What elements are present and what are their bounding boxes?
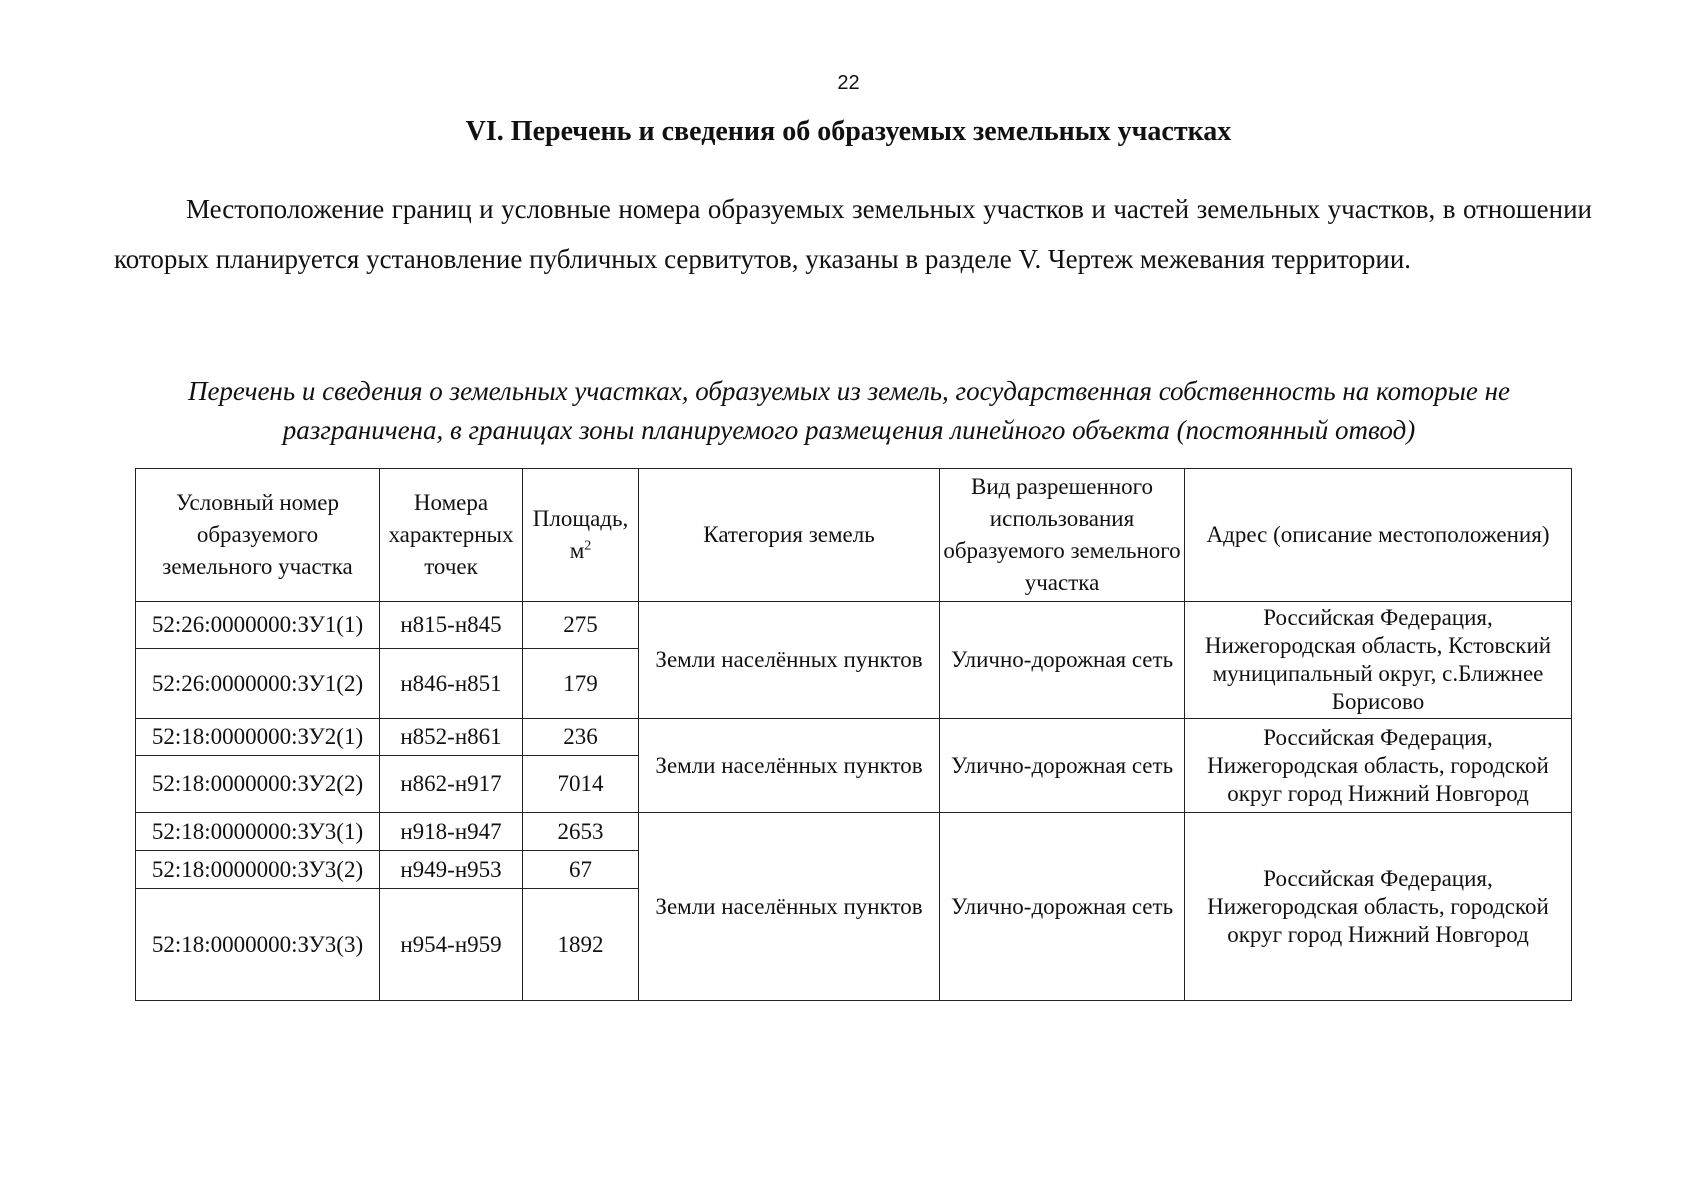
area-cell: 236 [523,719,639,756]
header-area: Площадь, $м^2$ [523,469,639,602]
header-points: Номера характерных точек [380,469,523,602]
plot-number-cell: 52:18:0000000:ЗУ3(3) [136,889,380,1001]
permitted-use-cell: Улично-дорожная сеть [940,813,1185,1001]
section-title: VI. Перечень и сведения об образуемых земельных участках [465,116,1232,147]
points-cell: н954-н959 [380,889,523,1001]
address-cell: Российская Федерация, Нижегородская область, городской округ город Нижний Новгород [1185,813,1572,1001]
points-cell: н852-н861 [380,719,523,756]
header-address: Адрес (описание местоположения) [1185,469,1572,602]
land-category-cell: Земли населённых пунктов [639,813,940,1001]
header-permitted-use: Вид разрешенного использования образуемого земельного участка [940,469,1185,602]
land-plots-table [135,468,1572,1001]
plot-number-cell: 52:26:0000000:ЗУ1(2) [136,649,380,719]
header-plot-number: Условный номер образуемого земельного участка [136,469,380,602]
table-row [136,813,1572,851]
permitted-use-cell: Улично-дорожная сеть [940,602,1185,719]
plot-number-cell: 52:18:0000000:ЗУ3(2) [136,851,380,889]
header-land-category: Категория земель [639,469,940,602]
address-cell: Российская Федерация, Нижегородская область, Кстовский муниципальный округ, с.Ближнее Борисово [1185,602,1572,719]
points-cell: н815-н845 [380,602,523,649]
area-cell: 1892 [523,889,639,1001]
plot-number-cell: 52:26:0000000:ЗУ1(1) [136,602,380,649]
points-cell: н862-н917 [380,756,523,813]
plot-number-cell: 52:18:0000000:ЗУ3(1) [136,813,380,851]
area-cell: 275 [523,602,639,649]
area-unit-superscript: 2 [584,538,592,554]
address-cell: Российская Федерация, Нижегородская область, городской округ город Нижний Новгород [1185,719,1572,813]
table-row [136,719,1572,756]
land-category-cell: Земли населённых пунктов [639,719,940,813]
area-cell: 67 [523,851,639,889]
area-cell: 2653 [523,813,639,851]
table-row [136,602,1572,649]
area-cell: 179 [523,649,639,719]
land-category-cell: Земли населённых пунктов [639,602,940,719]
plot-number-cell: 52:18:0000000:ЗУ2(1) [136,719,380,756]
points-cell: н846-н851 [380,649,523,719]
points-cell: н918-н947 [380,813,523,851]
intro-paragraph: Местоположение границ и условные номера образуемых земельных участков и частей земельных участков, в отношении которых планируется установление публичных сервитутов, указаны в разделе V. Чертеж межевания территории. [114,194,1592,274]
page-number: 22 [837,72,860,94]
permitted-use-cell: Улично-дорожная сеть [940,719,1185,813]
table-caption: Перечень и сведения о земельных участках, образуемых из земель, государственная собственность на которые не разграничена, в границах зоны планируемого размещения линейного объекта (постоянный отвод) [187,376,1511,445]
plot-number-cell: 52:18:0000000:ЗУ2(2) [136,756,380,813]
area-cell: 7014 [523,756,639,813]
points-cell: н949-н953 [380,851,523,889]
